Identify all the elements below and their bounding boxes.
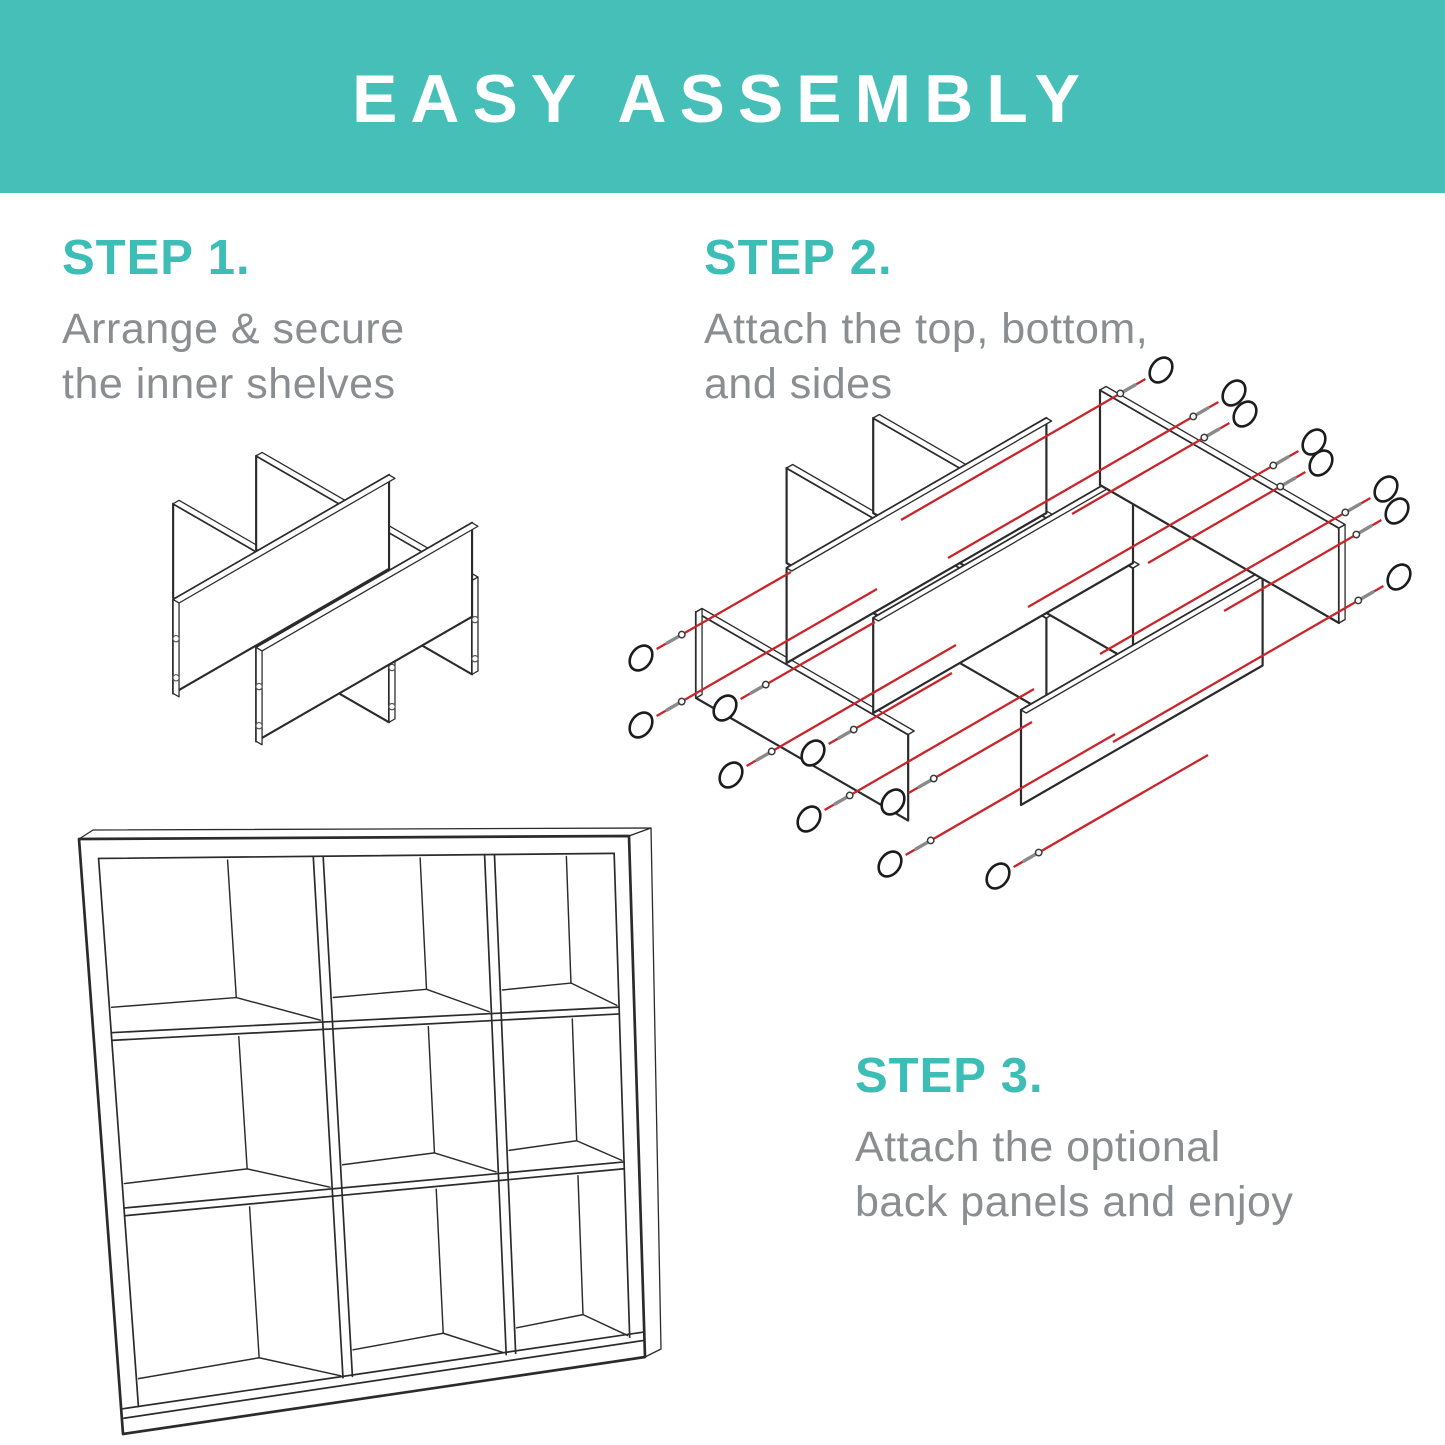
step-2-description: Attach the top, bottom, and sides	[704, 305, 1149, 409]
step-2-label: STEP 2.	[704, 231, 893, 285]
step-1-block	[62, 230, 602, 412]
step-3-block	[855, 1048, 1415, 1230]
step-1-description: Arrange & secure the inner shelves	[62, 305, 405, 409]
step-3-label: STEP 3.	[855, 1049, 1044, 1103]
page-title: EASY ASSEMBLY	[352, 61, 1093, 137]
step-3-description: Attach the optional back panels and enjoy	[855, 1123, 1294, 1227]
step-1-diagram-inner-shelf-lattice	[80, 405, 550, 757]
step-2-diagram-exploded-frame	[600, 355, 1445, 915]
step-1-label: STEP 1.	[62, 231, 251, 285]
step-3-diagram-finished-organizer	[60, 825, 656, 1445]
title-banner	[0, 0, 1445, 193]
